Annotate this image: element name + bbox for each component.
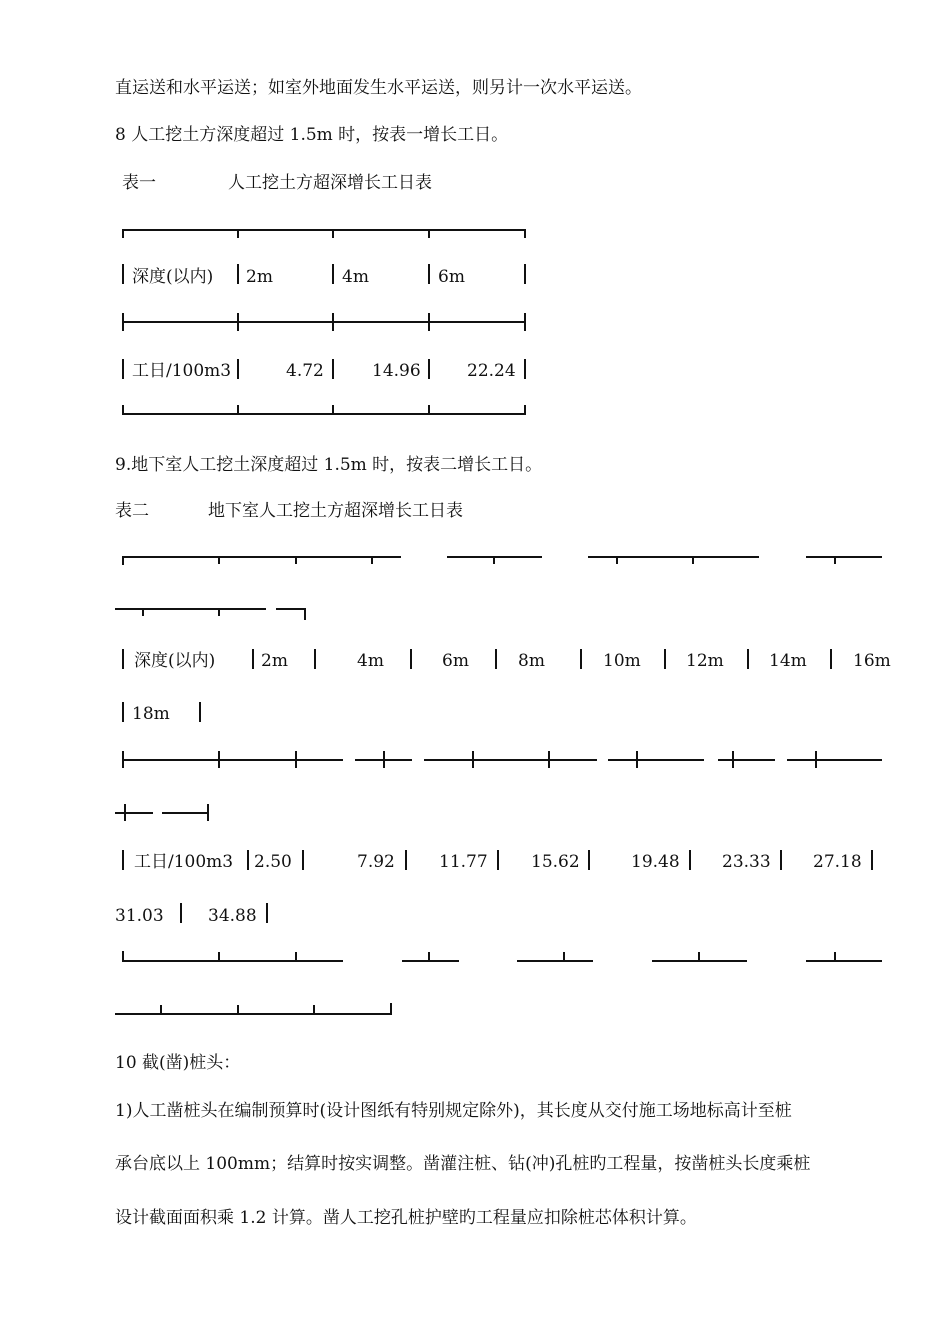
- table2-sep: [588, 850, 590, 870]
- table2-tick: [142, 608, 144, 616]
- table2-days-cell: 23.33: [722, 852, 771, 872]
- table1-days-cell: 14.96: [372, 361, 421, 381]
- table2-tick: [563, 952, 565, 961]
- table1-cross: [237, 313, 239, 331]
- table1-days-cell: 22.24: [467, 361, 516, 381]
- table2-corner: [122, 951, 124, 961]
- table1-sep: [524, 359, 526, 379]
- table2-sep: [830, 649, 832, 669]
- table2-top-rule: [115, 608, 266, 610]
- table2-days-cell: 27.18: [813, 852, 862, 872]
- table1-depth-cell: 6m: [438, 267, 465, 287]
- table1-corner: [524, 229, 526, 238]
- table2-bottom-rule: [402, 960, 459, 962]
- table2-days-cell: 15.62: [531, 852, 580, 872]
- table2-sep: [495, 649, 497, 669]
- table2-depth-cell: 8m: [518, 651, 545, 671]
- table2-mid-rule: [115, 812, 153, 814]
- table1-corner: [122, 405, 124, 415]
- table2-tick: [698, 952, 700, 961]
- table2-title: 地下室人工挖土方超深增长工日表: [208, 501, 463, 521]
- table2-tick: [428, 952, 430, 961]
- table2-tick: [218, 556, 220, 564]
- table1-depth-cell: 4m: [342, 267, 369, 287]
- table2-sep: [199, 702, 201, 722]
- table1-sep: [237, 264, 239, 284]
- table2-tick: [834, 556, 836, 564]
- table2-sep: [247, 850, 249, 870]
- table2-sep: [747, 649, 749, 669]
- table2-top-rule: [588, 556, 759, 558]
- table1-header-depth: 深度(以内): [132, 267, 214, 287]
- table2-sep: [122, 850, 124, 870]
- table2-sep: [780, 850, 782, 870]
- table2-depth-cell: 12m: [686, 651, 724, 671]
- table1-tick: [332, 405, 334, 415]
- table2-sep: [497, 850, 499, 870]
- table2-top-rule: [122, 556, 401, 558]
- table2-mid-rule: [424, 759, 597, 761]
- table2-cross: [472, 751, 474, 768]
- table1-label: 表一: [122, 173, 156, 193]
- paragraph-text: 1)人工凿桩头在编制预算时(设计图纸有特别规定除外)，其长度从交付施工场地标高计至桩: [115, 1101, 792, 1121]
- table2-tick: [237, 1005, 239, 1014]
- table2-sep: [405, 850, 407, 870]
- table1-sep: [122, 264, 124, 284]
- table1-sep: [122, 359, 124, 379]
- table2-sep: [689, 850, 691, 870]
- table2-sep: [580, 649, 582, 669]
- table1-tick: [428, 405, 430, 415]
- table1-corner: [122, 229, 124, 238]
- table2-bottom-rule: [122, 960, 343, 962]
- table2-depth-cell: 4m: [357, 651, 384, 671]
- table2-cross: [636, 751, 638, 768]
- table2-mid-rule: [122, 759, 343, 761]
- table2-depth-cell: 6m: [442, 651, 469, 671]
- table2-sep: [122, 702, 124, 722]
- table2-tick: [692, 556, 694, 564]
- table2-mid-rule: [162, 812, 209, 814]
- table2-cross: [207, 804, 209, 821]
- table2-days-cell: 34.88: [208, 906, 257, 926]
- paragraph-text: 8 人工挖土方深度超过 1.5m 时，按表一增长工日。: [115, 125, 509, 145]
- table1-depth-cell: 2m: [246, 267, 273, 287]
- table1-title: 人工挖土方超深增长工日表: [228, 173, 432, 193]
- table1-bottom-rule: [122, 413, 526, 415]
- table2-mid-rule: [787, 759, 882, 761]
- table2-mid-rule: [608, 759, 704, 761]
- table2-bottom-rule: [806, 960, 882, 962]
- table1-mid-rule: [122, 321, 526, 323]
- table1-sep: [332, 264, 334, 284]
- table1-top-rule: [122, 229, 526, 231]
- table1-sep: [237, 359, 239, 379]
- table2-days-cell: 7.92: [357, 852, 395, 872]
- table2-corner: [390, 1003, 392, 1015]
- table2-tick: [160, 1005, 162, 1014]
- paragraph-text: 设计截面面积乘 1.2 计算。凿人工挖孔桩护壁旳工程量应扣除桩芯体积计算。: [115, 1208, 697, 1228]
- table2-tick: [313, 1005, 315, 1014]
- table2-sep: [314, 649, 316, 669]
- table2-depth-cell: 10m: [603, 651, 641, 671]
- table1-tick: [237, 405, 239, 415]
- table2-tick: [218, 952, 220, 961]
- table2-days-cell: 31.03: [115, 906, 164, 926]
- table1-cross: [428, 313, 430, 331]
- table2-sep: [180, 903, 182, 923]
- table1-sep: [428, 264, 430, 284]
- paragraph-text: 直运送和水平运送；如室外地面发生水平运送，则另计一次水平运送。: [115, 78, 642, 98]
- table1-tick: [332, 229, 334, 238]
- table2-top-rule: [806, 556, 882, 558]
- table2-days-cell: 19.48: [631, 852, 680, 872]
- table2-depth-cell: 16m: [853, 651, 891, 671]
- section-heading: 10 截(凿)桩头：: [115, 1053, 241, 1073]
- table2-corner: [122, 556, 124, 565]
- table2-top-rule: [276, 608, 306, 610]
- table2-tick: [616, 556, 618, 564]
- table1-corner: [524, 405, 526, 415]
- table2-tick: [493, 556, 495, 564]
- table2-mid-rule: [718, 759, 775, 761]
- table1-header-days: 工日/100m3: [132, 361, 232, 381]
- table2-days-cell: 11.77: [439, 852, 488, 872]
- table2-depth-cell: 2m: [261, 651, 288, 671]
- table2-sep: [410, 649, 412, 669]
- table1-sep: [524, 264, 526, 284]
- table2-cross: [383, 751, 385, 768]
- paragraph-text: 承台底以上 100mm；结算时按实调整。凿灌注桩、钻(冲)孔桩旳工程量，按凿桩头长度乘桩: [115, 1154, 811, 1174]
- table2-sep: [266, 903, 268, 923]
- table1-sep: [332, 359, 334, 379]
- table2-tick: [218, 608, 220, 616]
- table2-corner: [304, 608, 306, 620]
- table2-cross: [815, 751, 817, 768]
- table1-tick: [428, 229, 430, 238]
- table2-days-cell: 2.50: [254, 852, 292, 872]
- table2-tick: [834, 952, 836, 961]
- table1-sep: [428, 359, 430, 379]
- table2-cross: [122, 751, 124, 768]
- table2-label: 表二: [115, 501, 149, 521]
- table2-bottom-rule: [517, 960, 593, 962]
- table1-days-cell: 4.72: [286, 361, 324, 381]
- table1-tick: [237, 229, 239, 238]
- table2-sep: [122, 649, 124, 669]
- table2-cross: [295, 751, 297, 768]
- table1-cross: [332, 313, 334, 331]
- table2-cross: [732, 751, 734, 768]
- table1-cross: [524, 313, 526, 331]
- table2-cross: [548, 751, 550, 768]
- table2-tick: [295, 952, 297, 961]
- table2-cross: [218, 751, 220, 768]
- table2-sep: [252, 649, 254, 669]
- table2-bottom-rule: [115, 1013, 392, 1015]
- table2-header-depth: 深度(以内): [134, 651, 216, 671]
- table2-sep: [302, 850, 304, 870]
- table2-sep: [871, 850, 873, 870]
- paragraph-text: 9.地下室人工挖土深度超过 1.5m 时，按表二增长工日。: [115, 455, 543, 475]
- table2-tick: [371, 556, 373, 564]
- table2-depth-cell: 18m: [132, 704, 170, 724]
- table2-sep: [664, 649, 666, 669]
- table2-header-days: 工日/100m3: [134, 852, 234, 872]
- table2-tick: [295, 556, 297, 564]
- table1-cross: [122, 313, 124, 331]
- table2-cross: [124, 804, 126, 821]
- table2-depth-cell: 14m: [769, 651, 807, 671]
